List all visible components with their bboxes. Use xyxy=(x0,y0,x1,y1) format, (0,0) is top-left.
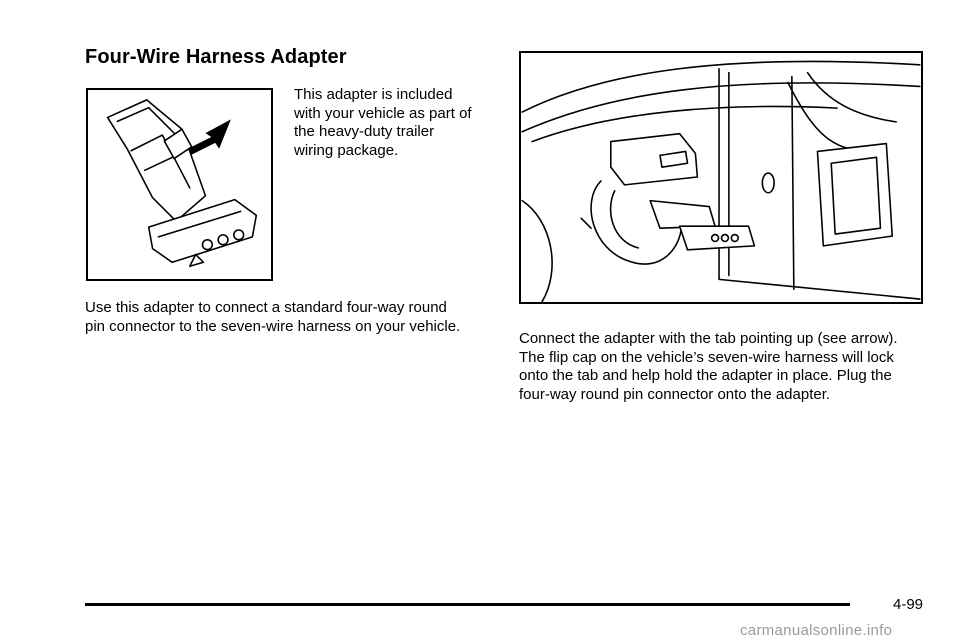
wheel-arc xyxy=(522,201,552,302)
watermark-text: carmanualsonline.info xyxy=(740,622,893,639)
four-way-plug xyxy=(680,226,755,250)
adapter-body xyxy=(108,100,206,221)
four-way-adapter xyxy=(650,201,715,229)
usage-paragraph: Use this adapter to connect a standard four-way round pin connector to the seven-wire harness on your vehicle. xyxy=(85,299,461,335)
hitch-pin-hole xyxy=(762,173,774,193)
adapter-illustration xyxy=(86,88,273,281)
hitch-receiver xyxy=(817,144,892,246)
arrow-icon xyxy=(188,119,231,154)
footer-rule xyxy=(85,603,850,606)
section-title: Four-Wire Harness Adapter xyxy=(85,46,347,68)
adapter-drawing xyxy=(88,90,271,279)
page-number: 4-99 xyxy=(893,596,924,613)
flip-cap xyxy=(611,134,698,185)
intro-paragraph: This adapter is included with your vehicle as part of the heavy-duty trailer wiring package. xyxy=(294,86,472,159)
installation-drawing xyxy=(521,53,921,302)
installation-illustration xyxy=(519,51,923,304)
instructions-paragraph: Connect the adapter with the tab pointing up (see arrow). The flip cap on the vehicle’s seven-wire harness will lock onto the tab and help hold the adapter in place. Plug the four-way round pin connector onto the adapter. xyxy=(519,330,898,403)
